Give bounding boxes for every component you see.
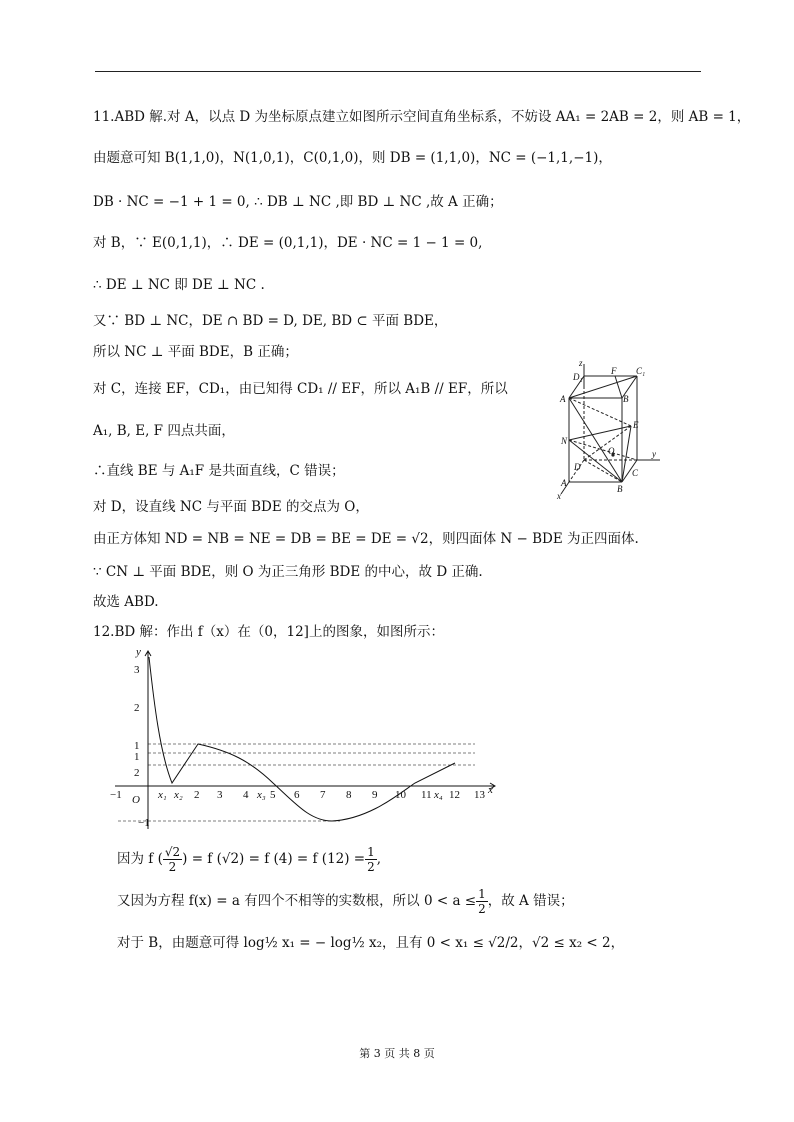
q11-line-11: 对 D，设直线 NC 与平面 BDE 的交点为 O，	[93, 499, 369, 515]
fraction-sqrt2-over-2	[163, 845, 182, 874]
frac-den-2: 2	[367, 860, 375, 874]
q11-line-9: A₁, B, E, F 四点共面，	[93, 423, 235, 439]
cube-label-e: E	[633, 420, 639, 430]
frac-num-2: 1	[367, 845, 375, 859]
frac-num-3: 1	[478, 887, 486, 901]
graph-tick-x1: x₁	[158, 789, 167, 801]
q12-line-3b: ，故 A 错误；	[487, 893, 574, 909]
q11-line-4: 对 B，∵ E(0,1,1)，∴ DE = (0,1,1)，DE · NC = 1 − 1 = 0,	[93, 235, 483, 251]
cube-label-x: x	[557, 491, 561, 500]
graph-tick-2: 2	[194, 789, 200, 801]
cube-label-d: D	[574, 462, 581, 472]
q11-line-3: DB · NC = −1 + 1 = 0, ∴ DB ⊥ NC ,即 BD ⊥ NC ,故 A 正确；	[93, 194, 503, 210]
cube-label-b: B	[617, 484, 623, 494]
cube-label-c: C	[632, 468, 639, 478]
q12-line-2b: ) = f (√2) = f (4) = f (12) =	[182, 851, 366, 867]
fraction-one-half-b	[476, 887, 488, 916]
graph-label-y: y	[136, 646, 141, 658]
graph-tick-11: 11	[421, 789, 432, 801]
graph-tick-x4: x₄	[434, 789, 443, 801]
graph-tick-8: 8	[346, 789, 352, 801]
graph-tick-yhalf-den: 2	[134, 767, 140, 779]
graph-tick-10: 10	[395, 789, 406, 801]
frac-den-3: 2	[478, 902, 486, 916]
function-graph	[110, 643, 510, 833]
page-footer: 第 3 页 共 8 页	[359, 1047, 435, 1060]
cube-label-c1: C₁	[636, 366, 646, 376]
q11-line-6: 又∵ BD ⊥ NC，DE ∩ BD = D, DE, BD ⊂ 平面 BDE，	[93, 313, 448, 329]
q12-line-2	[117, 845, 381, 874]
graph-tick-y2: 2	[134, 702, 140, 714]
cube-label-b1: B	[623, 394, 629, 404]
graph-tick-7: 7	[320, 789, 326, 801]
q11-line-2: 由题意可知 B(1,1,0)，N(1,0,1)，C(0,1,0)，则 DB = (1,1,0)，NC = (−1,1,−1)，	[93, 150, 612, 166]
frac-num: √2	[164, 845, 181, 859]
graph-tick-x3: x₃	[257, 789, 266, 801]
q12-line-2a: 因为 f (	[117, 851, 163, 867]
graph-tick-5: 5	[270, 789, 276, 801]
graph-tick-y3: 3	[134, 664, 140, 676]
header-rule	[95, 71, 701, 72]
q12-line-3a: 又因为方程 f(x) = a 有四个不相等的实数根，所以 0 < a ≤	[117, 893, 477, 909]
cube-label-n: N	[561, 436, 568, 446]
q11-line-7: 所以 NC ⊥ 平面 BDE，B 正确；	[93, 344, 298, 360]
graph-tick-6: 6	[294, 789, 300, 801]
q12-line-1: 12.BD 解：作出 f（x）在（0，12]上的图象，如图所示：	[93, 624, 444, 640]
q11-line-13: ∵ CN ⊥ 平面 BDE，则 O 为正三角形 BDE 的中心，故 D 正确.	[93, 564, 483, 580]
q12-line-4: 对于 B，由题意可得 log½ x₁ = − log½ x₂，且有 0 < x₁ ≤ √2/2，√2 ≤ x₂ < 2，	[117, 935, 625, 951]
graph-tick-9: 9	[372, 789, 378, 801]
frac-den: 2	[168, 860, 177, 874]
cube-label-o: O	[608, 446, 615, 456]
cube-label-d1: D₁	[573, 372, 583, 382]
graph-origin: O	[132, 794, 140, 806]
fraction-one-half	[365, 845, 377, 874]
q12-line-2c: ,	[376, 851, 382, 867]
cube-label-z: z	[579, 358, 583, 368]
graph-tick-4: 4	[243, 789, 249, 801]
q11-line-14: 故选 ABD.	[93, 594, 159, 610]
graph-tick-x2: x₂	[174, 789, 183, 801]
graph-tick-yhalf-num: 1	[134, 751, 140, 763]
cube-label-y: y	[652, 449, 656, 459]
q11-line-1: 11.ABD 解.对 A，以点 D 为坐标原点建立如图所示空间直角坐标系，不妨设 AA₁ = 2AB = 2，则 AB = 1，	[93, 109, 751, 125]
graph-tick-3: 3	[217, 789, 223, 801]
graph-label-x: x	[488, 784, 493, 796]
cube-label-a1: A	[560, 394, 566, 404]
q11-line-8: 对 C，连接 EF，CD₁，由已知得 CD₁ // EF，所以 A₁B // EF，所以	[93, 381, 508, 397]
cube-diagram	[555, 358, 670, 500]
q11-line-5: ∴ DE ⊥ NC 即 DE ⊥ NC .	[93, 277, 265, 293]
graph-tick-13: 13	[474, 789, 485, 801]
graph-tick-xneg1: −1	[110, 789, 122, 801]
q12-line-3	[117, 887, 574, 916]
graph-tick-yneg1: −1	[138, 817, 150, 829]
graph-tick-y1: 1	[134, 740, 140, 752]
cube-label-f: F	[611, 366, 617, 376]
q11-line-10: ∴直线 BE 与 A₁F 是共面直线，C 错误；	[93, 463, 345, 479]
cube-label-a: A	[561, 478, 567, 488]
graph-tick-12: 12	[449, 789, 460, 801]
q11-line-12: 由正方体知 ND = NB = NE = DB = BE = DE = √2，则四面体 N − BDE 为正四面体.	[93, 531, 639, 547]
